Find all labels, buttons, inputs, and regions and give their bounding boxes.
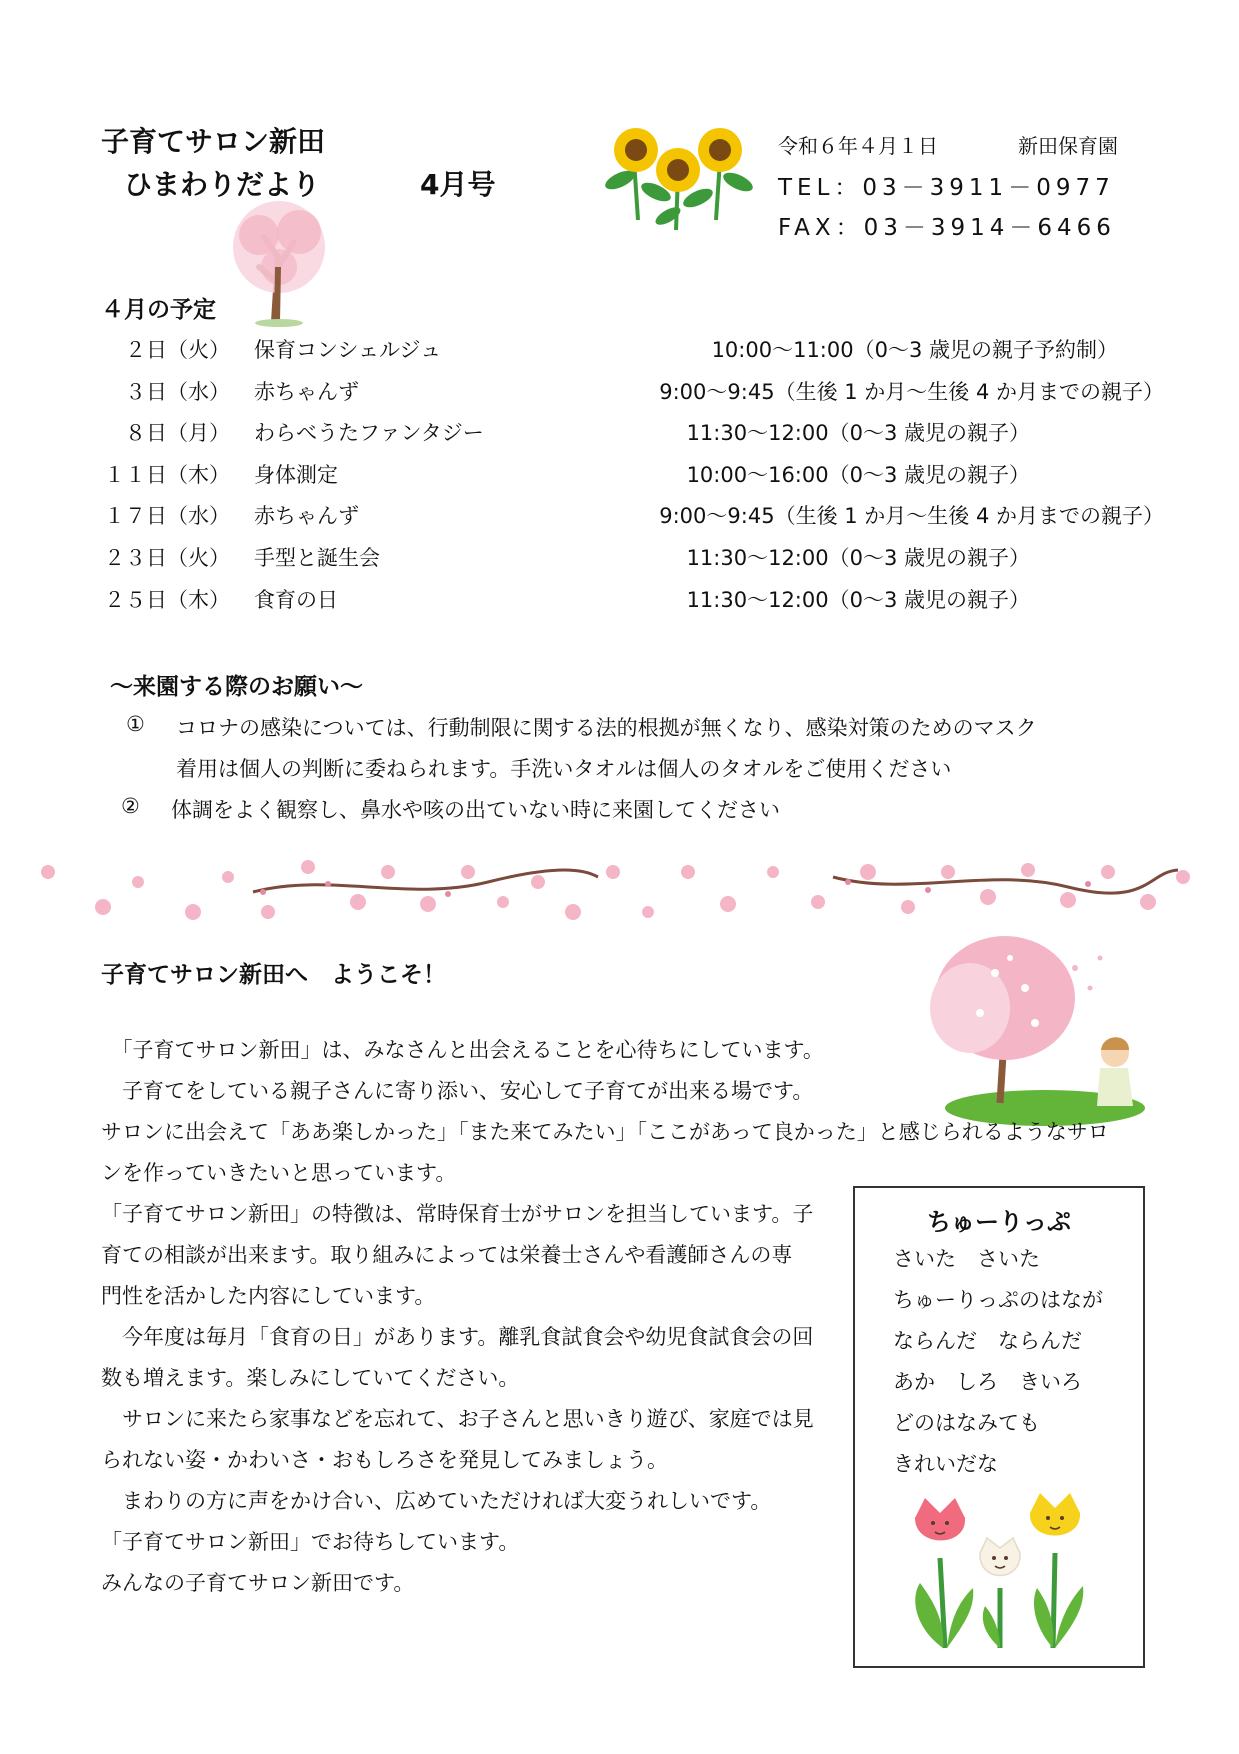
schedule-time: 9:00～9:45（生後 1 か月～生後 4 か月までの親子） (659, 504, 1164, 528)
cherry-tree-icon (224, 197, 334, 327)
request-marker-2: ② (121, 794, 140, 818)
welcome-line: サロンに来たら家事などを忘れて、お子さんと思いきり遊び、家庭では見 (101, 1407, 814, 1431)
tel-number: TEL：03－3911－0977 (778, 175, 1115, 201)
schedule-heading: ４月の予定 (101, 297, 216, 323)
welcome-line: まわりの方に声をかけ合い、広めていただければ大変うれしいです。 (101, 1489, 772, 1513)
schedule-event: 赤ちゃんず (254, 504, 359, 528)
welcome-line: られない姿・かわいさ・おもしろさを発見してみましょう。 (101, 1448, 668, 1472)
poem-line: さいた さいた (893, 1247, 1040, 1271)
poem-title: ちゅーりっぷ (927, 1208, 1071, 1236)
request-1-line-2: 着用は個人の判断に委ねられます。手洗いタオルは個人のタオルをご使用ください (176, 757, 952, 781)
poem-lines (893, 1239, 1143, 1485)
schedule-row (104, 542, 1164, 582)
poem-line: ちゅーりっぷのはなが (893, 1288, 1103, 1312)
schedule-date: １１日（木） (104, 463, 230, 487)
poem-line: ならんだ ならんだ (893, 1329, 1082, 1353)
poem-line: どのはなみても (893, 1411, 1040, 1435)
issue-label: 4月号 (420, 168, 496, 201)
schedule-date: ２日（火） (125, 338, 230, 362)
schedule-event: 赤ちゃんず (254, 380, 359, 404)
schedule-row (104, 417, 1164, 457)
schedule-date: ８日（月） (125, 421, 230, 445)
schedule-time: 11:30～12:00（0～3 歳児の親子） (686, 588, 1030, 612)
schedule-event: 手型と誕生会 (254, 546, 380, 570)
welcome-line: 数も増えます。楽しみにしていてください。 (101, 1366, 520, 1390)
schedule-time: 9:00～9:45（生後 1 か月～生後 4 か月までの親子） (659, 380, 1164, 404)
schedule-date: ３日（水） (125, 380, 230, 404)
schedule-event: 保育コンシェルジュ (254, 338, 442, 362)
sunflower-icon (598, 120, 758, 240)
newsletter-title: 子育てサロン新田 (101, 125, 326, 158)
schedule-date: １７日（水） (104, 504, 230, 528)
schedule-row (104, 334, 1164, 374)
welcome-line: 子育てをしている親子さんに寄り添い、安心して子育てが出来る場です。 (101, 1079, 814, 1103)
poem-line: きれいだな (893, 1452, 998, 1476)
poem-line: あか しろ きいろ (893, 1370, 1082, 1394)
welcome-line: 門性を活かした内容にしています。 (101, 1284, 436, 1308)
schedule-date: ２３日（火） (104, 546, 230, 570)
fax-number: FAX：03－3914－6466 (778, 215, 1116, 241)
schedule-event: わらべうたファンタジー (254, 421, 484, 445)
welcome-line: 「子育てサロン新田」の特徴は、常時保育士がサロンを担当しています。子 (101, 1202, 814, 1226)
requests-heading: ～来園する際のお願い～ (110, 674, 363, 700)
request-marker-1: ① (126, 712, 145, 736)
welcome-line: サロンに出会えて「ああ楽しかった」「また来てみたい」「ここがあって良かった」と感じられるようなサロ (101, 1120, 1109, 1144)
welcome-heading: 子育てサロン新田へ ようこそ！ (101, 962, 446, 988)
schedule-row (104, 459, 1164, 499)
schedule-row (104, 500, 1164, 540)
welcome-line: 「子育てサロン新田」でお待ちしています。 (101, 1530, 520, 1554)
welcome-line: 今年度は毎月「食育の日」があります。離乳食試食会や幼児食試食会の回 (101, 1325, 814, 1349)
welcome-line: 「子育てサロン新田」は、みなさんと出会えることを心待ちにしています。 (101, 1038, 824, 1062)
request-2-line-1: 体調をよく観察し、鼻水や咳の出ていない時に来園してください (171, 798, 780, 822)
schedule-time: 10:00～16:00（0～3 歳児の親子） (686, 463, 1030, 487)
tulip-icon (895, 1488, 1105, 1656)
schedule-time: 11:30～12:00（0～3 歳児の親子） (686, 421, 1030, 445)
organization-name: 新田保育園 (1018, 134, 1118, 158)
poem-box (853, 1186, 1145, 1668)
cherry-branch-icon (28, 842, 1198, 942)
schedule-row (104, 584, 1164, 624)
schedule-date: ２５日（木） (104, 588, 230, 612)
schedule-event: 食育の日 (254, 588, 338, 612)
schedule-time: 10:00～11:00（0～3 歳児の親子予約制） (711, 338, 1118, 362)
issue-date: 令和６年４月１日 (778, 134, 938, 158)
schedule-event: 身体測定 (254, 463, 338, 487)
schedule-time: 11:30～12:00（0～3 歳児の親子） (686, 546, 1030, 570)
request-1-line-1: コロナの感染については、行動制限に関する法的根拠が無くなり、感染対策のためのマスク (176, 716, 1037, 740)
schedule-row (104, 376, 1164, 416)
welcome-line: みんなの子育てサロン新田です。 (101, 1571, 415, 1595)
welcome-line: ンを作っていきたいと思っています。 (101, 1161, 457, 1185)
welcome-line: 育ての相談が出来ます。取り組みによっては栄養士さんや看護師さんの専 (101, 1243, 793, 1267)
newsletter-subtitle: ひまわりだより (124, 168, 321, 201)
